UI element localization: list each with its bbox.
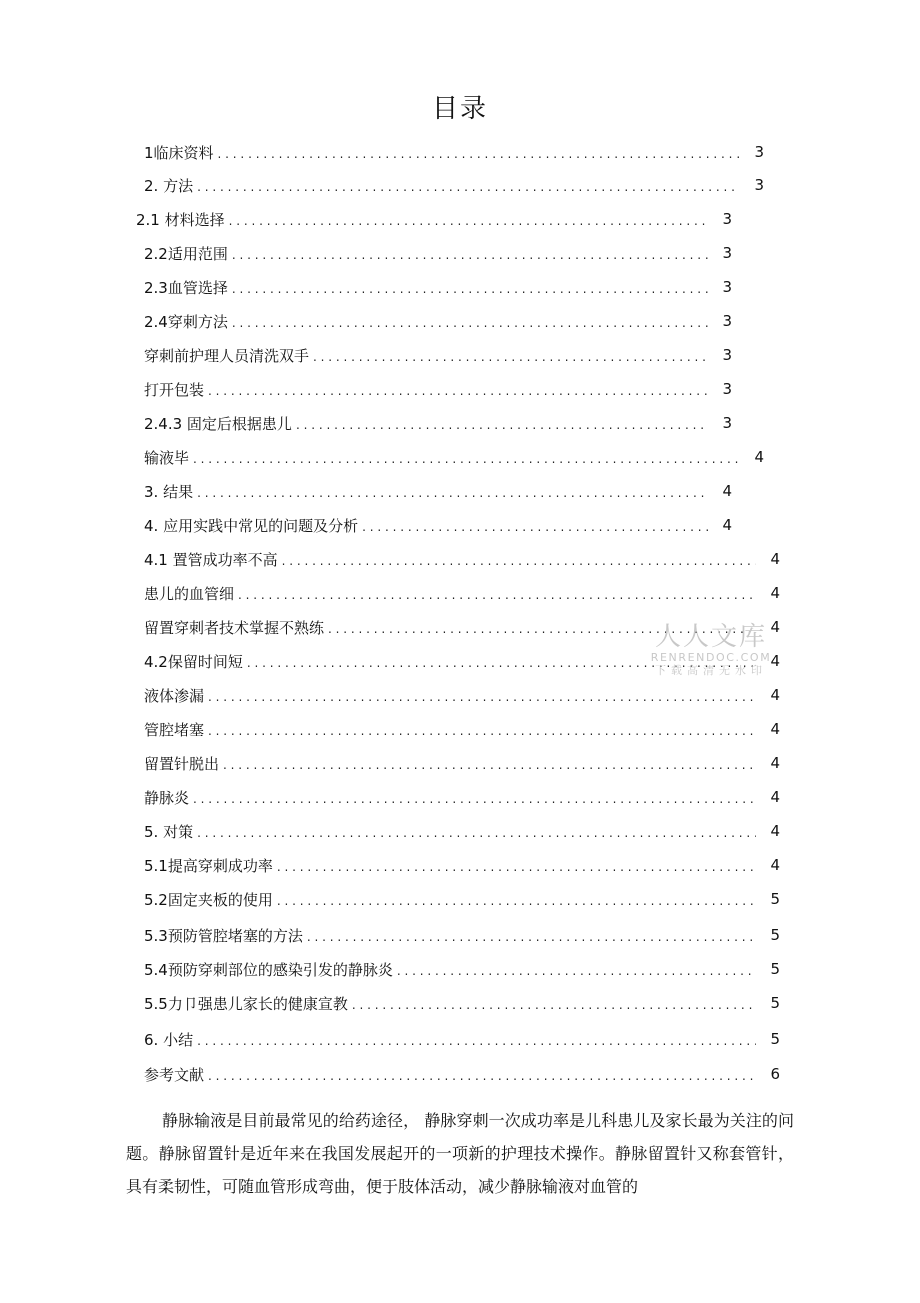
toc-entry[interactable] — [144, 581, 780, 605]
toc-entry-label: 输液毕 — [144, 448, 190, 467]
toc-entry-page: 5 — [770, 926, 780, 944]
toc-entry-page: 3 — [722, 346, 732, 364]
toc-leader-dots — [193, 792, 756, 806]
toc-entry-page: 3 — [722, 312, 732, 330]
toc-entry-page: 4 — [770, 788, 780, 806]
toc-entry-label: 2.4.3 固定后根据患儿 — [144, 414, 292, 433]
toc-leader-dots — [208, 690, 756, 704]
toc-leader-dots — [328, 622, 756, 636]
toc-entry-label: 5.5力卩强患儿家长的健康宣教 — [144, 994, 348, 1013]
toc-entry-label: 2. 方法 — [144, 176, 194, 195]
toc-entry[interactable] — [144, 649, 780, 673]
toc-entry-label: 4.1 置管成功率不高 — [144, 550, 278, 569]
toc-leader-dots — [197, 486, 708, 500]
toc-entry-page: 4 — [754, 448, 764, 466]
toc-entry-label: 4.2保留时间短 — [144, 652, 243, 671]
toc-entry-label: 5.2固定夹板的使用 — [144, 890, 273, 909]
toc-entry[interactable] — [144, 957, 780, 981]
toc-entry-page: 3 — [722, 210, 732, 228]
toc-leader-dots — [296, 418, 708, 432]
toc-entry-page: 4 — [722, 516, 732, 534]
toc-entry-page: 3 — [722, 278, 732, 296]
toc-entry-label: 5.4预防穿刺部位的感染引发的静脉炎 — [144, 960, 393, 979]
toc-leader-dots — [223, 758, 756, 772]
toc-entry[interactable] — [136, 207, 732, 231]
toc-leader-dots — [277, 860, 756, 874]
toc-entry-page: 4 — [770, 856, 780, 874]
toc-entry-page: 4 — [722, 482, 732, 500]
toc-leader-dots — [229, 214, 708, 228]
toc-entry-page: 3 — [722, 380, 732, 398]
toc-leader-dots — [277, 894, 756, 908]
body-text — [126, 1104, 794, 1203]
toc-entry[interactable] — [144, 887, 780, 911]
toc-entry-label: 患儿的血管细 — [144, 584, 235, 603]
toc-entry-label: 2.3血管选择 — [144, 278, 228, 297]
toc-entry-label: 留置穿刺者技术掌握不熟练 — [144, 618, 325, 637]
toc-entry-page: 3 — [754, 143, 764, 161]
toc-entry[interactable] — [144, 445, 764, 469]
toc-entry[interactable] — [144, 1027, 780, 1051]
toc-entry-label: 留置针脱出 — [144, 754, 220, 773]
toc-entry-label: 4. 应用实践中常见的问题及分析 — [144, 516, 359, 535]
toc-entry-label: 静脉炎 — [144, 788, 190, 807]
toc-entry-label: 3. 结果 — [144, 482, 194, 501]
toc-entry[interactable] — [144, 547, 780, 571]
toc-entry[interactable] — [144, 615, 780, 639]
toc-leader-dots — [208, 724, 756, 738]
toc-entry-page: 4 — [770, 686, 780, 704]
toc-entry-page: 5 — [770, 994, 780, 1012]
toc-entry[interactable] — [144, 140, 764, 164]
toc-entry[interactable] — [144, 923, 780, 947]
toc-entry[interactable] — [144, 1062, 780, 1086]
toc-entry[interactable] — [144, 853, 780, 877]
toc-entry-page: 5 — [770, 960, 780, 978]
toc-entry[interactable] — [144, 377, 732, 401]
toc-leader-dots — [193, 452, 740, 466]
toc-entry-page: 3 — [722, 414, 732, 432]
toc-entry-page: 4 — [770, 584, 780, 602]
toc-entry[interactable] — [144, 513, 732, 537]
toc-entry[interactable] — [144, 717, 780, 741]
toc-entry-label: 2.2适用范围 — [144, 244, 228, 263]
toc-entry[interactable] — [144, 479, 732, 503]
watermark-main: 人人文库 — [654, 622, 767, 652]
toc-leader-dots — [238, 588, 756, 602]
watermark-url: RENRENDOC.COM — [650, 651, 772, 664]
toc-entry-page: 4 — [770, 550, 780, 568]
toc-leader-dots — [197, 1034, 756, 1048]
toc-entry-page: 6 — [770, 1065, 780, 1083]
toc-entry-label: 2.1 材料选择 — [136, 210, 225, 229]
toc-entry[interactable] — [144, 241, 732, 265]
toc-leader-dots — [218, 147, 740, 161]
toc-entry-page: 4 — [770, 822, 780, 840]
watermark-sub: 下载高清无水印 — [655, 664, 767, 677]
toc-leader-dots — [197, 826, 756, 840]
toc-entry-page: 3 — [754, 176, 764, 194]
toc-entry-page: 4 — [770, 754, 780, 772]
body-paragraph: 静脉输液是目前最常见的给药途径， 静脉穿刺一次成功率是儿科患儿及家长最为关注的问题。静脉留置针是近年来在我国发展起开的一项新的护理技术操作。静脉留置针又称套管针，具有柔韧性，可随血管形成弯曲，便于肢体活动，减少静脉输液对血管的 — [126, 1111, 794, 1196]
toc-leader-dots — [208, 1069, 756, 1083]
toc-entry-page: 4 — [770, 618, 780, 636]
toc-leader-dots — [197, 180, 740, 194]
toc-entry[interactable] — [144, 411, 732, 435]
toc-entry[interactable] — [144, 275, 732, 299]
toc-entry[interactable] — [144, 343, 732, 367]
toc-leader-dots — [313, 350, 708, 364]
toc-leader-dots — [307, 930, 756, 944]
toc-leader-dots — [282, 554, 756, 568]
toc-entry-label: 5. 对策 — [144, 822, 194, 841]
toc-entry[interactable] — [144, 173, 764, 197]
toc-entry-page: 4 — [770, 720, 780, 738]
toc-entry-label: 2.4穿刺方法 — [144, 312, 228, 331]
toc-entry[interactable] — [144, 991, 780, 1015]
toc-entry-page: 5 — [770, 1030, 780, 1048]
toc-entry-label: 1临床资料 — [144, 143, 214, 162]
toc-leader-dots — [232, 282, 708, 296]
toc-entry-label: 参考文献 — [144, 1065, 205, 1084]
toc-entry-label: 管腔堵塞 — [144, 720, 205, 739]
page-title: 目录 — [431, 94, 488, 124]
toc-leader-dots — [352, 998, 756, 1012]
toc-entry-page: 3 — [722, 244, 732, 262]
toc-entry[interactable] — [144, 309, 732, 333]
toc-entry-label: 穿刺前护理人员清洗双手 — [144, 346, 310, 365]
toc-leader-dots — [397, 964, 756, 978]
toc-entry-label: 5.1提高穿刺成功率 — [144, 856, 273, 875]
toc-leader-dots — [362, 520, 708, 534]
toc-leader-dots — [232, 248, 708, 262]
toc-entry-label: 液体渗漏 — [144, 686, 205, 705]
toc-entry-label: 5.3预防管腔堵塞的方法 — [144, 926, 303, 945]
toc-leader-dots — [247, 656, 756, 670]
toc-entry-label: 打开包装 — [144, 380, 205, 399]
toc-entry[interactable] — [144, 751, 780, 775]
toc-entry[interactable] — [144, 785, 780, 809]
toc-entry-page: 4 — [770, 652, 780, 670]
toc-leader-dots — [232, 316, 708, 330]
toc-leader-dots — [208, 384, 708, 398]
toc-entry[interactable] — [144, 683, 780, 707]
toc-entry-label: 6. 小结 — [144, 1030, 194, 1049]
toc-entry[interactable] — [144, 819, 780, 843]
toc-entry-page: 5 — [770, 890, 780, 908]
